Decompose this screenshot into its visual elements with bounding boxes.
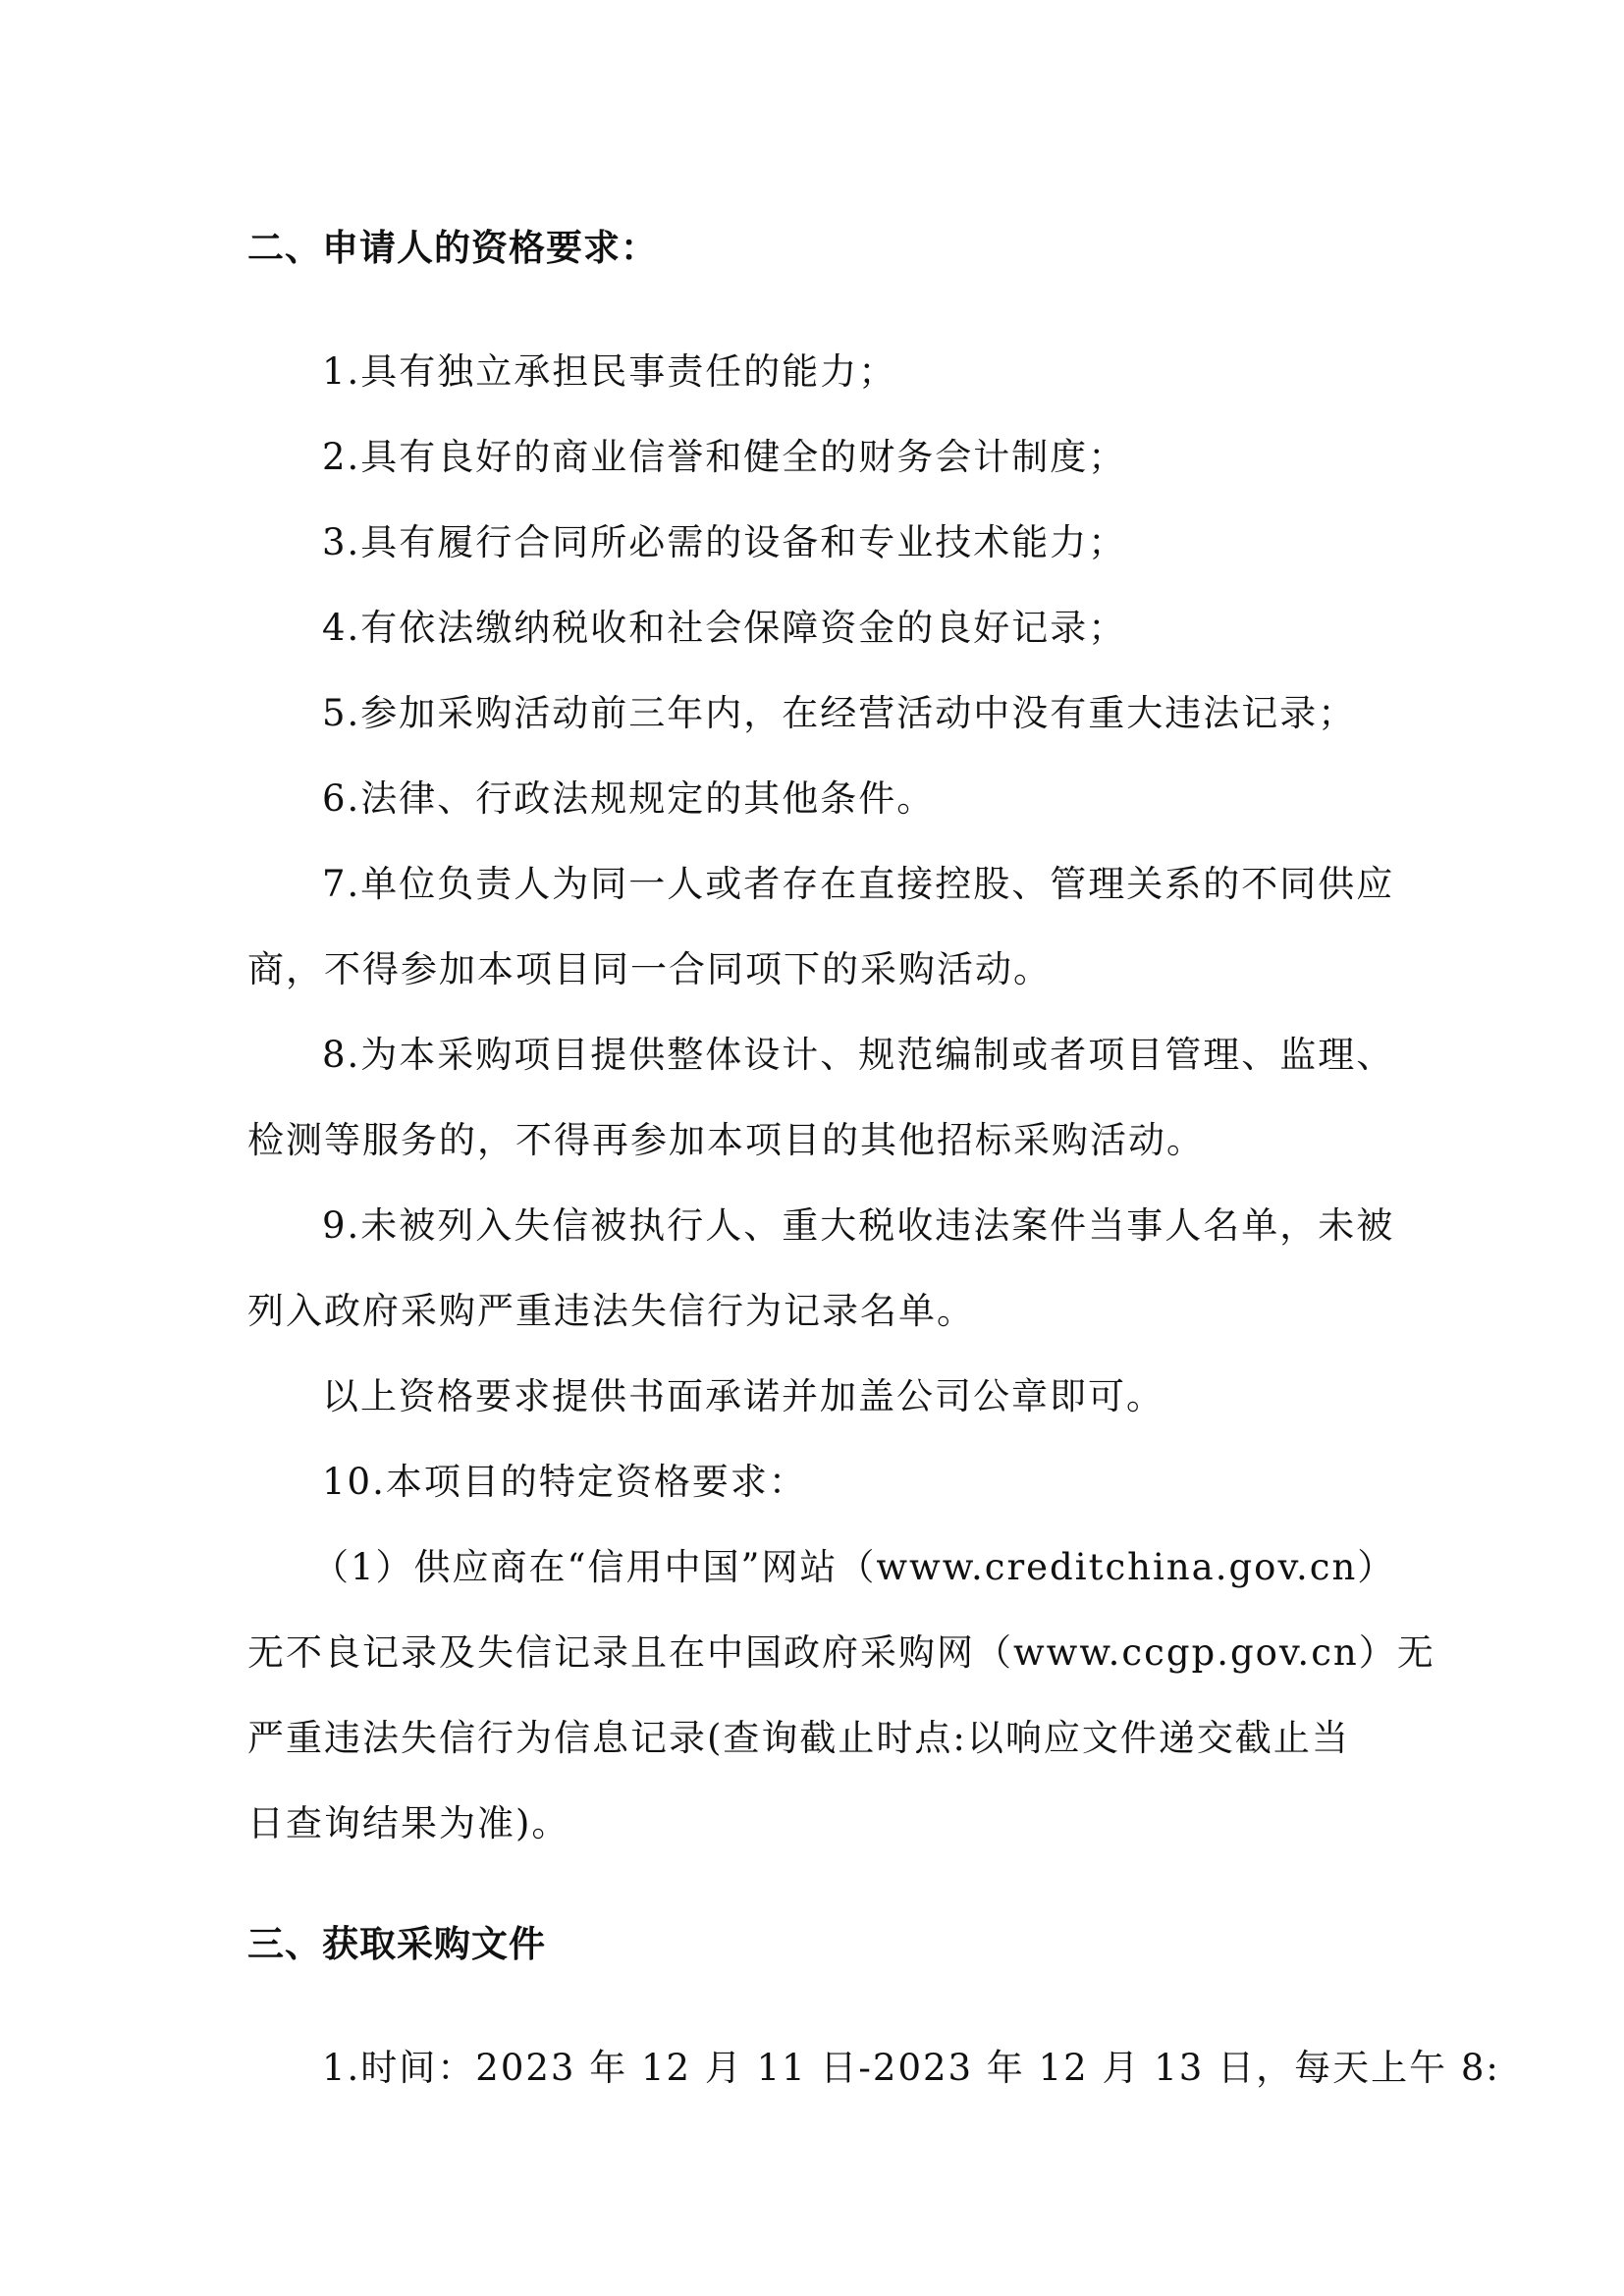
commitment-note: 以上资格要求提供书面承诺并加盖公司公章即可。	[322, 1375, 1164, 1417]
requirement-item-7-line-1: 7.单位负责人为同一人或者存在直接控股、管理关系的不同供应	[322, 863, 1395, 905]
requirement-item-1: 1.具有独立承担民事责任的能力；	[322, 350, 897, 393]
requirement-item-4: 4.有依法缴纳税收和社会保障资金的良好记录；	[322, 607, 1127, 649]
specific-requirement-line-3: 严重违法失信行为信息记录(查询截止时点:以响应文件递交截止当	[247, 1717, 1350, 1759]
requirement-item-9-line-2: 列入政府采购严重违法失信行为记录名单。	[247, 1290, 975, 1332]
requirement-item-10: 10.本项目的特定资格要求：	[322, 1461, 807, 1503]
requirement-item-9-line-1: 9.未被列入失信被执行人、重大税收违法案件当事人名单，未被	[322, 1204, 1395, 1247]
requirement-item-8-line-1: 8.为本采购项目提供整体设计、规范编制或者项目管理、监理、	[322, 1034, 1395, 1076]
specific-requirement-line-2: 无不良记录及失信记录且在中国政府采购网（www.ccgp.gov.cn）无	[247, 1631, 1435, 1674]
procurement-time-line: 1.时间：2023 年 12 月 11 日-2023 年 12 月 13 日，每天上午 8:	[322, 2047, 1500, 2089]
requirement-item-7-line-2: 商，不得参加本项目同一合同项下的采购活动。	[247, 948, 1052, 990]
specific-requirement-line-4: 日查询结果为准)。	[247, 1802, 570, 1844]
specific-requirement-line-1: （1）供应商在“信用中国”网站（www.creditchina.gov.cn）	[312, 1546, 1396, 1588]
requirement-item-2: 2.具有良好的商业信誉和健全的财务会计制度；	[322, 436, 1127, 478]
requirement-item-6: 6.法律、行政法规规定的其他条件。	[322, 777, 936, 820]
requirement-item-3: 3.具有履行合同所必需的设备和专业技术能力；	[322, 521, 1127, 563]
requirement-item-5: 5.参加采购活动前三年内，在经营活动中没有重大违法记录；	[322, 692, 1357, 734]
requirement-item-8-line-2: 检测等服务的，不得再参加本项目的其他招标采购活动。	[247, 1119, 1205, 1161]
section-3-heading: 三、获取采购文件	[247, 1923, 546, 1965]
section-2-heading: 二、申请人的资格要求：	[247, 227, 658, 269]
